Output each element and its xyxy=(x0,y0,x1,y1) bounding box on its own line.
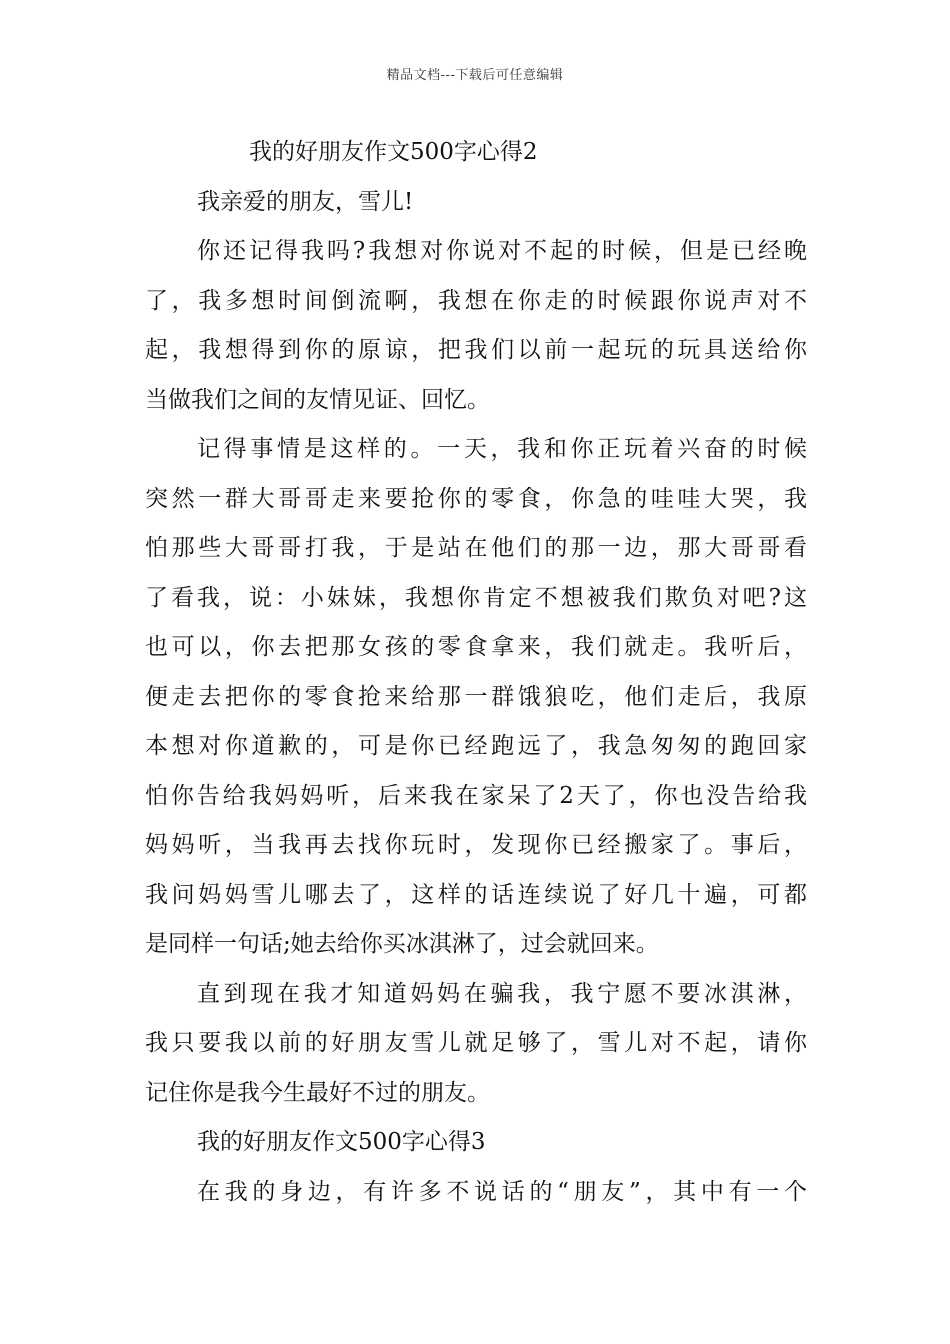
text-line: 是同样一句话;她去给你买冰淇淋了，过会就回来。 xyxy=(145,931,659,957)
section-title-3: 我的好朋友作文500字心得3 xyxy=(197,1129,486,1155)
text-line: 当做我们之间的友情见证、回忆。 xyxy=(145,386,490,413)
text-line: 我问妈妈雪儿哪去了，这样的话连续说了好几十遍，可都 xyxy=(145,881,807,908)
text-line: 在我的身边，有许多不说话的“朋友”，其中有一个 xyxy=(197,1178,807,1205)
document-body xyxy=(145,128,807,1217)
text-line: 直到现在我才知道妈妈在骗我，我宁愿不要冰淇淋， xyxy=(197,980,807,1007)
letter-greeting: 我亲爱的朋友，雪儿! xyxy=(197,188,414,215)
text-line: 怕你告给我妈妈听，后来我在家呆了2天了，你也没告给我 xyxy=(145,782,807,809)
text-line: 起，我想得到你的原谅，把我们以前一起玩的玩具送给你 xyxy=(145,337,807,363)
text-line: 记住你是我今生最好不过的朋友。 xyxy=(145,1079,490,1106)
text-line: 也可以，你去把那女孩的零食拿来，我们就走。我听后， xyxy=(145,634,807,660)
text-line: 你还记得我吗?我想对你说对不起的时候，但是已经晚 xyxy=(197,238,807,264)
paragraph-1 xyxy=(145,227,807,425)
paragraph-2 xyxy=(145,425,807,970)
text-line: 怕那些大哥哥打我，于是站在他们的那一边，那大哥哥看 xyxy=(145,535,807,561)
text-line: 便走去把你的零食抢来给那一群饿狼吃，他们走后，我原 xyxy=(145,683,807,710)
text-line: 记得事情是这样的。一天，我和你正玩着兴奋的时候 xyxy=(197,436,807,462)
text-line: 突然一群大哥哥走来要抢你的零食，你急的哇哇大哭，我 xyxy=(145,485,807,512)
page-header: 精品文档---下载后可任意编辑 xyxy=(386,68,564,83)
text-line: 妈妈听，当我再去找你玩时，发现你已经搬家了。事后， xyxy=(145,832,807,858)
text-line: 本想对你道歉的，可是你已经跑远了，我急匆匆的跑回家 xyxy=(145,733,807,759)
text-line: 我只要我以前的好朋友雪儿就足够了，雪儿对不起，请你 xyxy=(145,1030,807,1056)
text-line: 了看我，说：小妹妹，我想你肯定不想被我们欺负对吧?这 xyxy=(145,584,807,611)
text-line: 了，我多想时间倒流啊，我想在你走的时候跟你说声对不 xyxy=(145,287,807,314)
paragraph-4 xyxy=(145,1168,807,1218)
section-title-2: 我的好朋友作文500字心得2 xyxy=(249,139,538,165)
paragraph-3 xyxy=(145,970,807,1119)
